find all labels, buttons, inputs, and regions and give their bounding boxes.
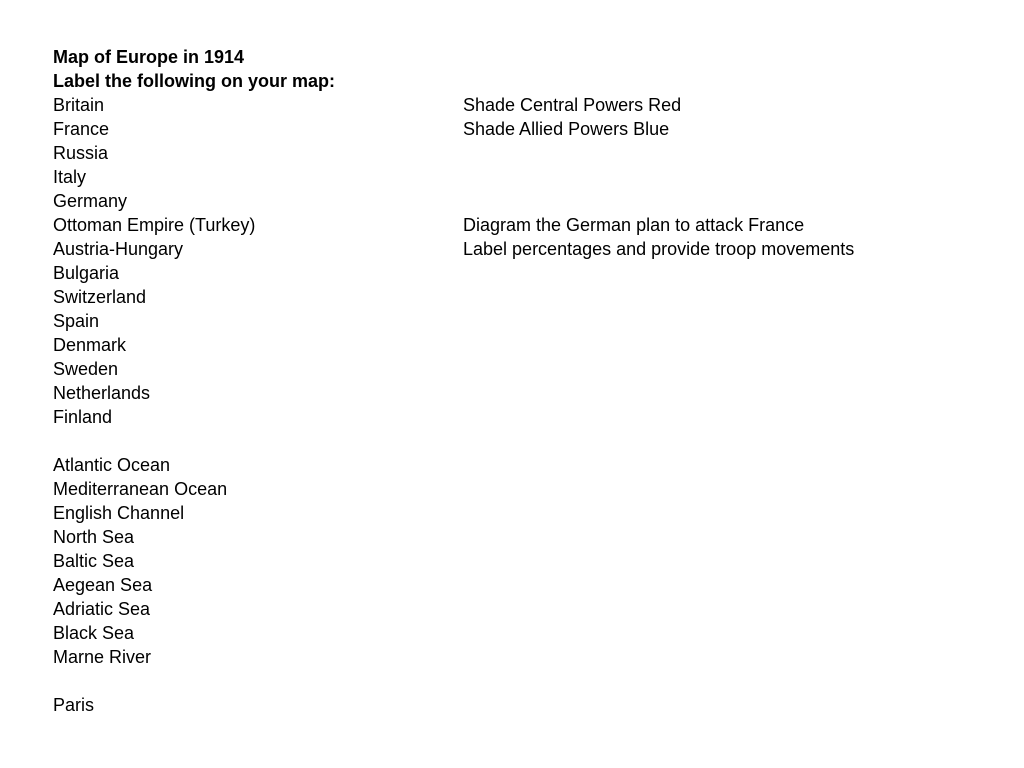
list-item-country: Bulgaria: [53, 263, 120, 283]
list-item-water-body: Adriatic Sea: [53, 599, 151, 619]
list-item-water-body: Aegean Sea: [53, 575, 153, 595]
list-item-city: Paris: [53, 695, 95, 715]
row-spacer: [463, 69, 1003, 93]
task-item: Shade Allied Powers Blue: [463, 119, 670, 139]
list-item-water-body: English Channel: [53, 503, 185, 523]
list-item-country: Germany: [53, 191, 128, 211]
list-item-country: Austria-Hungary: [53, 239, 184, 259]
row-spacer: [463, 141, 1003, 165]
list-item-water-body: North Sea: [53, 527, 135, 547]
list-item-water-body: Marne River: [53, 647, 152, 667]
document-title: Map of Europe in 1914: [53, 47, 245, 67]
water-bodies-list: [53, 453, 453, 669]
shading-tasks: [463, 93, 1003, 141]
section-spacer: [53, 669, 453, 693]
cities-list: [53, 693, 453, 717]
list-item-country: Sweden: [53, 359, 119, 379]
list-item-country: Finland: [53, 407, 113, 427]
instruction-heading: Label the following on your map:: [53, 71, 335, 91]
list-item-country: Switzerland: [53, 287, 147, 307]
task-item: Shade Central Powers Red: [463, 95, 682, 115]
row-spacer: [463, 189, 1003, 213]
row-spacer: [463, 165, 1003, 189]
row-spacer: [463, 45, 1003, 69]
list-item-country: Britain: [53, 95, 105, 115]
right-column: [463, 45, 1003, 261]
list-item-country: Ottoman Empire (Turkey): [53, 215, 256, 235]
task-item: Diagram the German plan to attack France: [463, 215, 805, 235]
section-spacer: [53, 429, 453, 453]
list-item-water-body: Black Sea: [53, 623, 135, 643]
list-item-country: Russia: [53, 143, 109, 163]
list-item-country: Spain: [53, 311, 100, 331]
list-item-water-body: Atlantic Ocean: [53, 455, 171, 475]
list-item-water-body: Baltic Sea: [53, 551, 135, 571]
list-item-country: France: [53, 119, 110, 139]
left-column: [53, 45, 453, 717]
list-item-country: Netherlands: [53, 383, 151, 403]
task-item: Label percentages and provide troop movements: [463, 239, 855, 259]
list-item-water-body: Mediterranean Ocean: [53, 479, 228, 499]
diagram-tasks: [463, 213, 1003, 261]
countries-list: [53, 93, 453, 429]
list-item-country: Denmark: [53, 335, 127, 355]
list-item-country: Italy: [53, 167, 87, 187]
